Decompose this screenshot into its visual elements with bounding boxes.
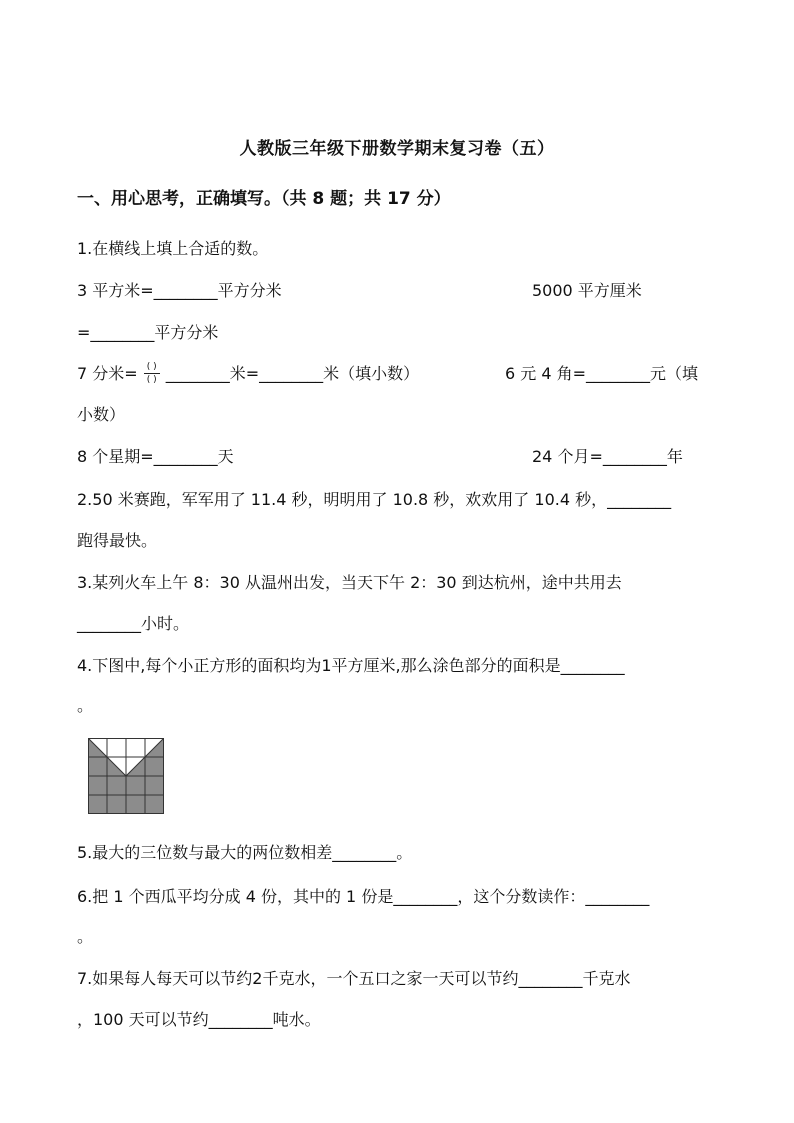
q1-b-right: 6 元 4 角=________元（填 [505,364,699,383]
q7-line1: 7.如果每人每天可以节约2千克水，一个五口之家一天可以节约________千克水 [77,969,631,988]
grid-svg [88,738,164,814]
q5-line1: 5.最大的三位数与最大的两位数相差________。 [77,843,413,862]
q1-c-right: 24 个月=________年 [532,447,683,466]
q2-line1: 2.50 米赛跑，军军用了 11.4 秒，明明用了 10.8 秒，欢欢用了 10.4 秒，________ [77,490,672,509]
blank-fraction [144,362,160,385]
q1-b-cont: 小数） [77,405,126,424]
fraction-denominator: ( ) [146,375,157,385]
q1-b-pre: 7 分米= [77,364,138,383]
page-title: 人教版三年级下册数学期末复习卷（五） [239,139,555,159]
q1-b-left [77,361,419,386]
q3-line2: ________小时。 [77,614,190,633]
q6-line1: 6.把 1 个西瓜平均分成 4 份，其中的 1 份是________，这个分数读作：________ [77,887,650,906]
q1-c-left: 8 个星期=________天 [77,447,234,466]
fraction-numerator: ( ) [146,362,157,372]
section-heading: 一、用心思考，正确填写。（共 8 题；共 17 分） [77,189,451,209]
q1-a-left: 3 平方米=________平方分米 [77,281,282,300]
shaded-grid-figure [88,738,164,818]
q4-line1: 4.下图中,每个小正方形的面积均为1平方厘米,那么涂色部分的面积是________ [77,656,625,675]
q3-line1: 3.某列火车上午 8：30 从温州出发，当天下午 2：30 到达杭州，途中共用去 [77,573,622,592]
q1-a-right: 5000 平方厘米 [532,281,642,300]
q2-line2: 跑得最快。 [77,531,158,550]
q4-line2: 。 [77,696,94,715]
q6-line2: 。 [77,927,94,946]
fraction-bar [144,373,160,374]
q7-line2: ，100 天可以节约________吨水。 [77,1010,321,1029]
q1-b-post: ________米=________米（填小数） [165,364,420,383]
q1-stem: 1.在横线上填上合适的数。 [77,239,269,258]
q1-a-cont: =________平方分米 [77,323,219,342]
